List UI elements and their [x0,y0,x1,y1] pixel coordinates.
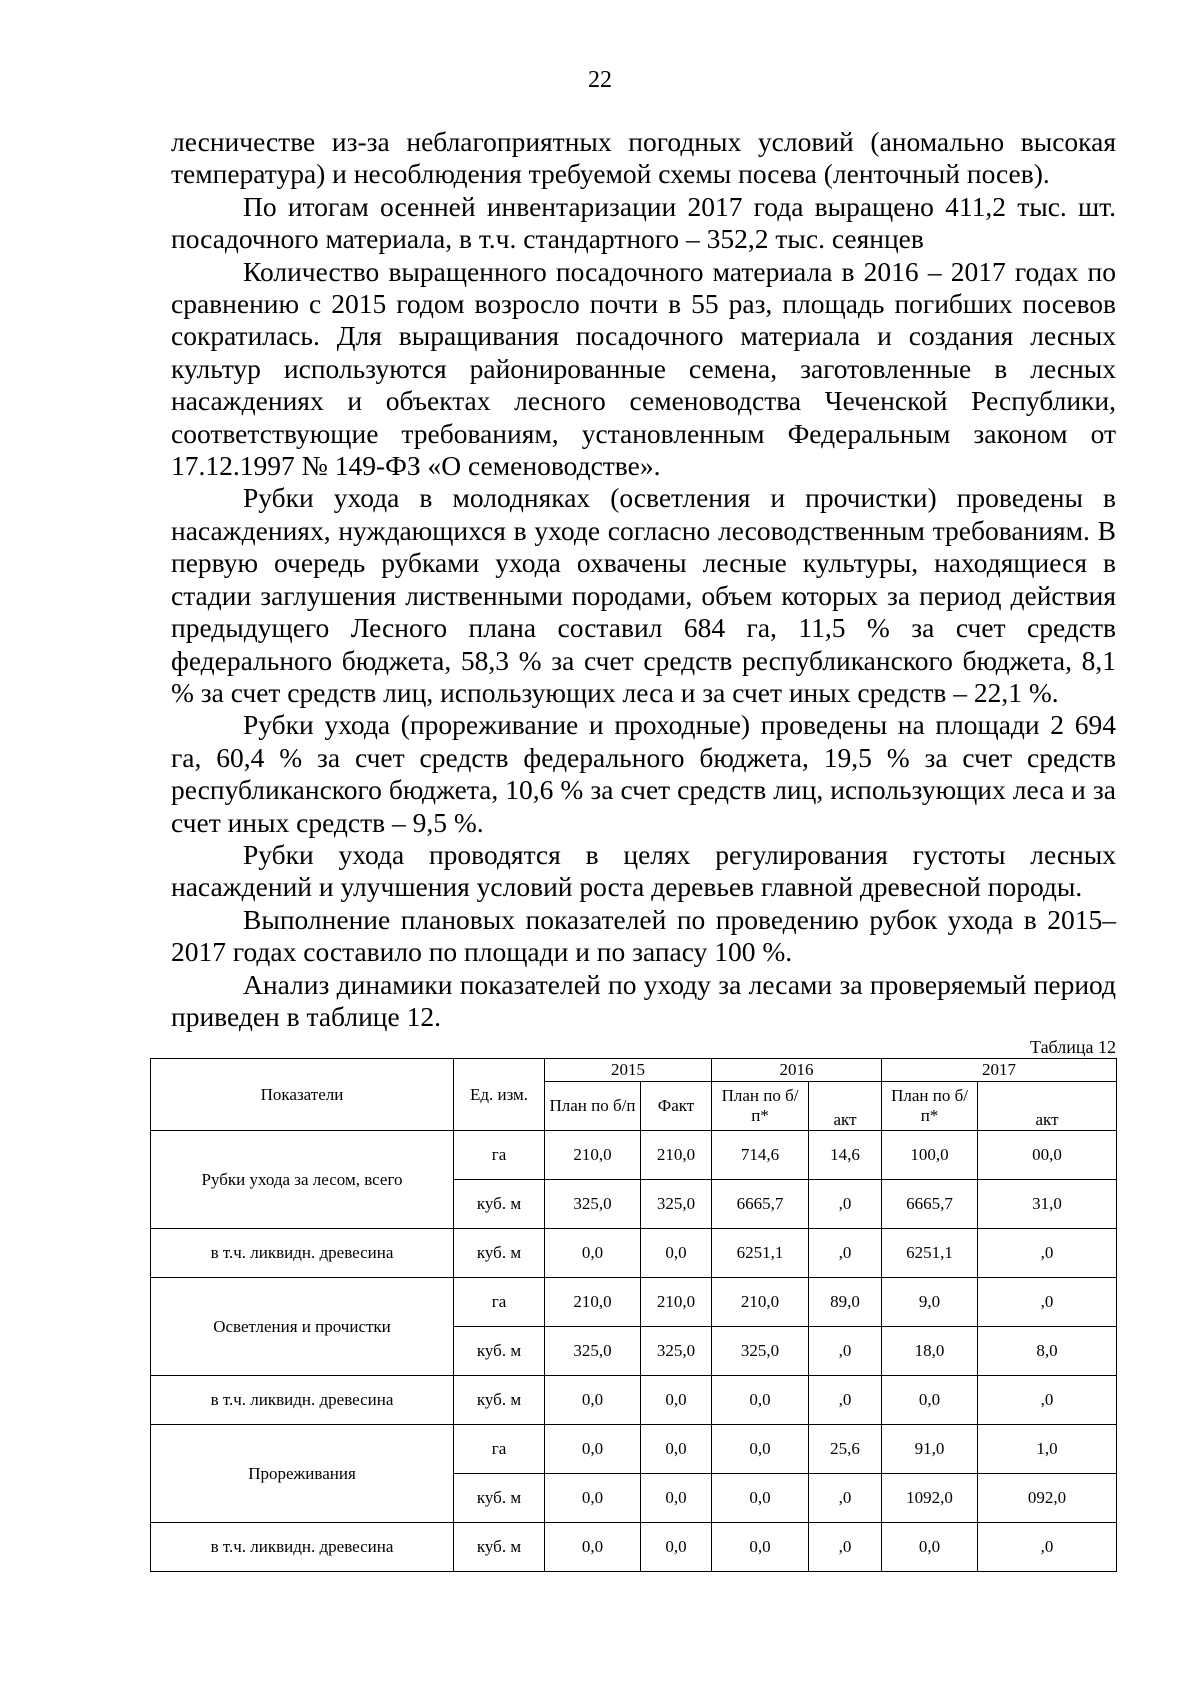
table-cell: ,0 [978,1278,1117,1327]
header-plan: План по б/п [545,1082,641,1131]
paragraph: лесничестве из-за неблагоприятных погодных условий (аномально высокая температура) и несоблюдения требуемой схемы посева (ленточный посев). [171,126,1116,190]
table-cell: ,0 [809,1376,882,1425]
header-year: 2016 [712,1059,882,1082]
paragraph: По итогам осенней инвентаризации 2017 года выращено 411,2 тыс. шт. посадочного материала, в т.ч. стандартного – 352,2 тыс. сеянцев [171,190,1116,255]
table-cell: 8,0 [978,1327,1117,1376]
table-caption: Таблица 12 [1030,1037,1116,1057]
header-plan: План по б/п* [712,1082,809,1131]
row-name: в т.ч. ликвидн. древесина [151,1376,454,1425]
row-unit: куб. м [454,1474,545,1523]
table-cell: 0,0 [712,1474,809,1523]
table-cell: 325,0 [545,1180,641,1229]
table-row [151,1376,1117,1425]
page-number: 22 [588,67,612,93]
table-row [151,1229,1117,1278]
header-fact: акт [809,1082,882,1131]
table-cell: ,0 [809,1327,882,1376]
row-name: в т.ч. ликвидн. древесина [151,1229,454,1278]
table-cell: 6665,7 [712,1180,809,1229]
header-year: 2017 [882,1059,1117,1082]
table-cell: 14,6 [809,1131,882,1180]
header-unit: Ед. изм. [454,1059,545,1131]
table-cell: 325,0 [712,1327,809,1376]
table-cell: 0,0 [545,1376,641,1425]
header-plan: План по б/п* [882,1082,978,1131]
table-cell: 0,0 [545,1523,641,1572]
table-cell: 00,0 [978,1131,1117,1180]
header-fact: Факт [641,1082,712,1131]
table-row [151,1425,1117,1474]
paragraph: Количество выращенного посадочного материала в 2016 – 2017 годах по сравнению с 2015 годом возросло почти в 55 раз, площадь погибших посевов сократилась. Для выращивания посадочного материала и создания лесных культур используются районированные семена, заготовленные в лесных насаждениях и объектах лесного семеноводства Чеченской Республики, соответствующие требованиям, установленным Федеральным законом от 17.12.1997 № 149-ФЗ «О семеноводстве». [171,255,1116,482]
table-cell: 210,0 [712,1278,809,1327]
table-cell: 0,0 [545,1229,641,1278]
table-cell: 6251,1 [882,1229,978,1278]
table-cell: 0,0 [882,1376,978,1425]
row-unit: га [454,1278,545,1327]
header-fact: акт [978,1082,1117,1131]
table-cell: 0,0 [882,1523,978,1572]
row-name: Рубки ухода за лесом, всего [151,1131,454,1229]
table-cell: 0,0 [545,1474,641,1523]
table-cell: 0,0 [641,1474,712,1523]
row-unit: га [454,1425,545,1474]
row-unit: куб. м [454,1327,545,1376]
table-cell: 210,0 [641,1131,712,1180]
table-cell: 31,0 [978,1180,1117,1229]
table-cell: 91,0 [882,1425,978,1474]
paragraph: Рубки ухода проводятся в целях регулирования густоты лесных насаждений и улучшения условий роста деревьев главной древесной породы. [171,838,1116,903]
row-unit: куб. м [454,1523,545,1572]
table-cell: ,0 [809,1523,882,1572]
table-row [151,1278,1117,1327]
table-cell: 100,0 [882,1131,978,1180]
row-name: Прореживания [151,1425,454,1523]
row-unit: га [454,1131,545,1180]
paragraph: Анализ динамики показателей по уходу за лесами за проверяемый период приведен в таблице 12. [171,968,1116,1032]
table-cell: 0,0 [641,1425,712,1474]
table-cell: ,0 [809,1180,882,1229]
table-cell: 210,0 [545,1278,641,1327]
table-cell: 25,6 [809,1425,882,1474]
table-cell: 6665,7 [882,1180,978,1229]
table-cell: 325,0 [545,1327,641,1376]
table-cell: 0,0 [545,1425,641,1474]
row-unit: куб. м [454,1376,545,1425]
table-header-row [151,1059,1117,1082]
table-cell: 092,0 [978,1474,1117,1523]
row-unit: куб. м [454,1180,545,1229]
header-year: 2015 [545,1059,712,1082]
table-cell: 1092,0 [882,1474,978,1523]
table-cell: 325,0 [641,1327,712,1376]
table-cell: 0,0 [712,1376,809,1425]
table-cell: ,0 [978,1376,1117,1425]
table-cell: 9,0 [882,1278,978,1327]
paragraph: Рубки ухода в молодняках (осветления и прочистки) проведены в насаждениях, нуждающихся в уходе согласно лесоводственным требованиям. В первую очередь рубками ухода охвачены лесные культуры, находящиеся в стадии заглушения лиственными породами, объем которых за период действия предыдущего Лесного плана составил 684 га, 11,5 % за счет средств федерального бюджета, 58,3 % за счет средств республиканского бюджета, 8,1 % за счет средств лиц, использующих леса и за счет иных средств – 22,1 %. [171,482,1116,708]
table-cell: 6251,1 [712,1229,809,1278]
table-cell: 0,0 [712,1523,809,1572]
row-name: в т.ч. ликвидн. древесина [151,1523,454,1572]
body-text [171,126,1116,1033]
header-indicator: Показатели [151,1059,454,1131]
table-cell: ,0 [809,1229,882,1278]
table-cell: 1,0 [978,1425,1117,1474]
table-cell: 714,6 [712,1131,809,1180]
table-cell: 89,0 [809,1278,882,1327]
table-cell: ,0 [978,1229,1117,1278]
table-row [151,1131,1117,1180]
table-cell: 0,0 [712,1425,809,1474]
table-cell: ,0 [978,1523,1117,1572]
table-cell: 0,0 [641,1523,712,1572]
table-cell: 325,0 [641,1180,712,1229]
table-cell: 0,0 [641,1229,712,1278]
row-name: Осветления и прочистки [151,1278,454,1376]
paragraph: Рубки ухода (прореживание и проходные) проведены на площади 2 694 га, 60,4 % за счет средств федерального бюджета, 19,5 % за счет средств республиканского бюджета, 10,6 % за счет средств лиц, использующих леса и за счет иных средств – 9,5 %. [171,709,1116,838]
table-cell: 210,0 [545,1131,641,1180]
table-row [151,1523,1117,1572]
row-unit: куб. м [454,1229,545,1278]
table-cell: 18,0 [882,1327,978,1376]
table-cell: ,0 [809,1474,882,1523]
paragraph: Выполнение плановых показателей по проведению рубок ухода в 2015–2017 годах составило по площади и по запасу 100 %. [171,903,1116,968]
data-table [150,1058,1117,1572]
table-cell: 0,0 [641,1376,712,1425]
table-cell: 210,0 [641,1278,712,1327]
